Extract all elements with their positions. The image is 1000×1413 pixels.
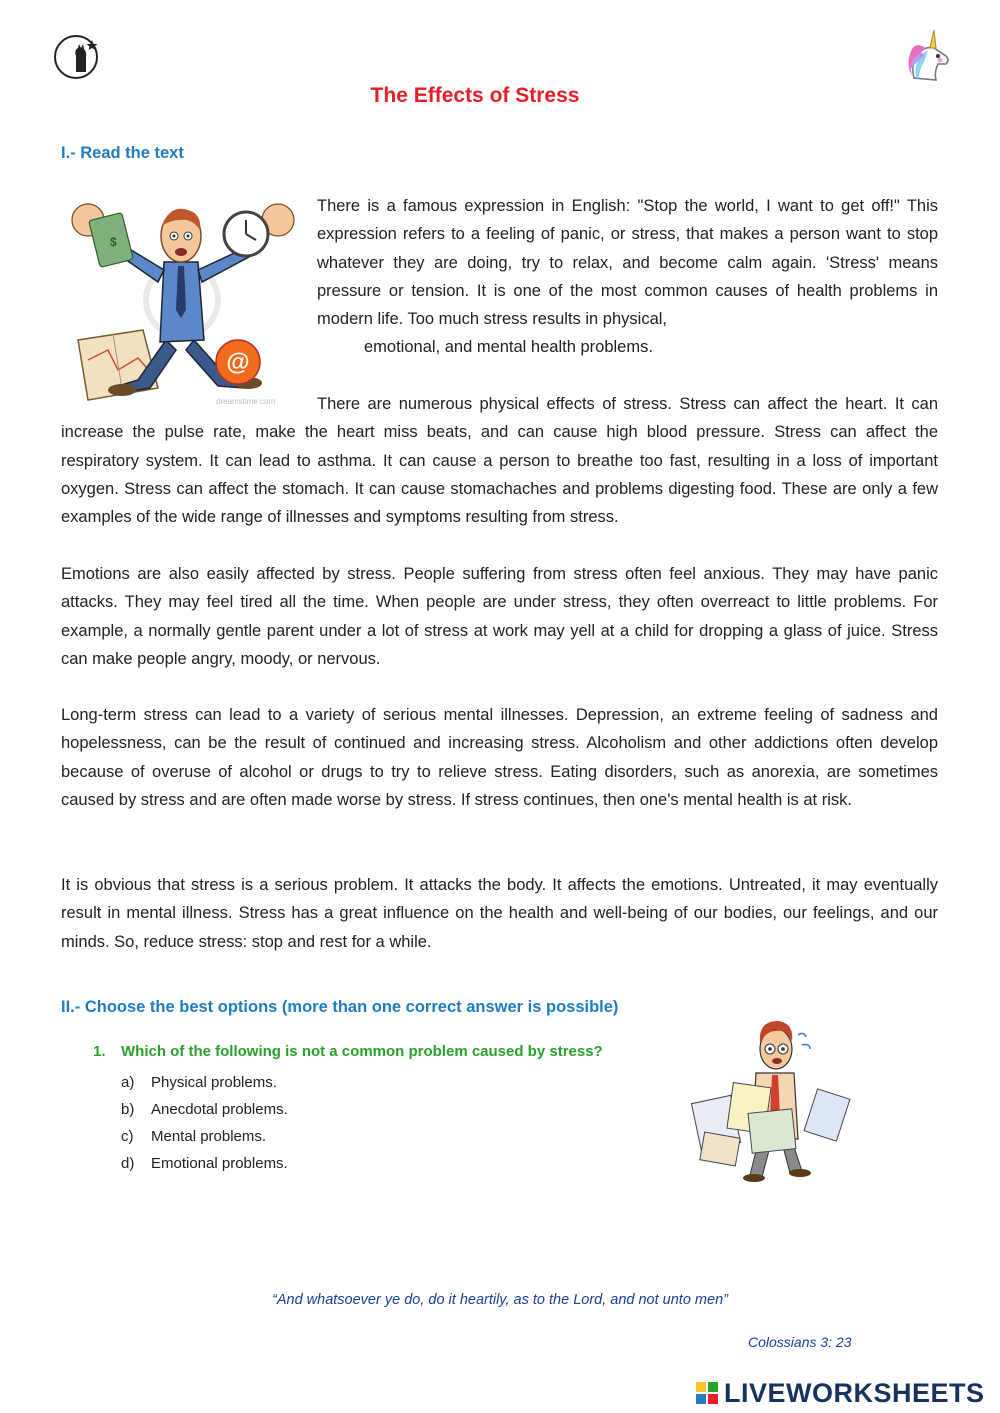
paragraph-conclusion: It is obvious that stress is a serious problem. It attacks the body. It affects the emotions. Untreated, it may eventually result in mental illness. Stress has a great influence on the health and well-being of our bodies, our feelings, and our minds. So, reduce stress: stop and rest for a while. [61, 876, 938, 951]
answer-options [121, 1069, 288, 1177]
option-a[interactable] [121, 1069, 288, 1096]
paragraph-mental-effects: Long-term stress can lead to a variety of serious mental illnesses. Depression, an extreme feeling of sadness and hopelessness, can be the result of continued and increasing stress. Alcoholism and other addictions often develop because of overuse of alcohol or drugs to try to relieve stress. Eating disorders, such as anorexia, are sometimes caused by stress and are often made worse by stress. If stress continues, then one's mental health is at risk. [61, 706, 938, 809]
option-text: Emotional problems. [151, 1155, 288, 1172]
unicorn-logo-icon [900, 26, 964, 90]
stressed-worker-papers-illustration [690, 1015, 860, 1185]
liveworksheets-brand [696, 1376, 985, 1410]
svg-text:dreamstime.com: dreamstime.com [216, 397, 276, 406]
option-c[interactable] [121, 1123, 288, 1150]
section-heading-choose: II.- Choose the best options (more than one correct answer is possible) [61, 998, 619, 1016]
moon-cat-logo-icon [52, 32, 102, 82]
option-letter: c) [121, 1128, 134, 1145]
question-1 [93, 1043, 603, 1060]
paragraph-intro-end: emotional, and mental health problems. [364, 338, 653, 357]
bible-quote: “And whatsoever ye do, do it heartily, as to the Lord, and not unto men” [272, 1292, 728, 1308]
paragraph-intro: There is a famous expression in English: "Stop the world, I want to get off!" This expression refers to a feeling of panic, or stress, that makes a person want to stop whatever they are doing, try to relax, and become calm again. 'Stress' means pressure or tension. It is one of the most common causes of health problems in modern life. Too much stress results in physical, [317, 197, 938, 329]
option-text: Physical problems. [151, 1074, 277, 1091]
liveworksheets-wordmark: LIVEWORKSHEETS [724, 1377, 985, 1408]
bible-verse-reference: Colossians 3: 23 [748, 1334, 852, 1350]
option-b[interactable] [121, 1096, 288, 1123]
option-text: Mental problems. [151, 1128, 267, 1145]
option-letter: d) [121, 1155, 135, 1172]
page-title: The Effects of Stress [370, 84, 580, 107]
liveworksheets-logo-icon [696, 1382, 718, 1404]
question-number: 1. [93, 1043, 106, 1060]
svg-text:$: $ [110, 235, 117, 249]
paragraph-physical-effects: There are numerous physical effects of stress. Stress can affect the heart. It can increase the pulse rate, make the heart miss beats, and can cause high blood pressure. Stress can affect the respiratory system. It can lead to asthma. It can cause a person to breathe too fast, resulting in a loss of important oxygen. Stress can affect the stomach. It can cause stomachaches and problems digesting food. These are only a few examples of the wide range of illnesses and symptoms resulting from stress. [61, 395, 938, 527]
svg-text:@: @ [226, 349, 250, 376]
section-heading-read: I.- Read the text [61, 144, 184, 162]
option-text: Anecdotal problems. [151, 1101, 288, 1118]
option-d[interactable] [121, 1150, 288, 1177]
option-letter: b) [121, 1101, 135, 1118]
stressed-man-illustration [58, 190, 306, 408]
paragraph-emotional-effects: Emotions are also easily affected by stress. People suffering from stress often feel anxious. They may have panic attacks. They may feel tired all the time. When people are under stress, they often overreact to little problems. For example, a normally gentle parent under a lot of stress at work may yell at a child for dropping a glass of juice. Stress can make people angry, moody, or nervous. [61, 565, 938, 668]
question-text: Which of the following is not a common problem caused by stress? [121, 1043, 603, 1060]
option-letter: a) [121, 1074, 135, 1091]
